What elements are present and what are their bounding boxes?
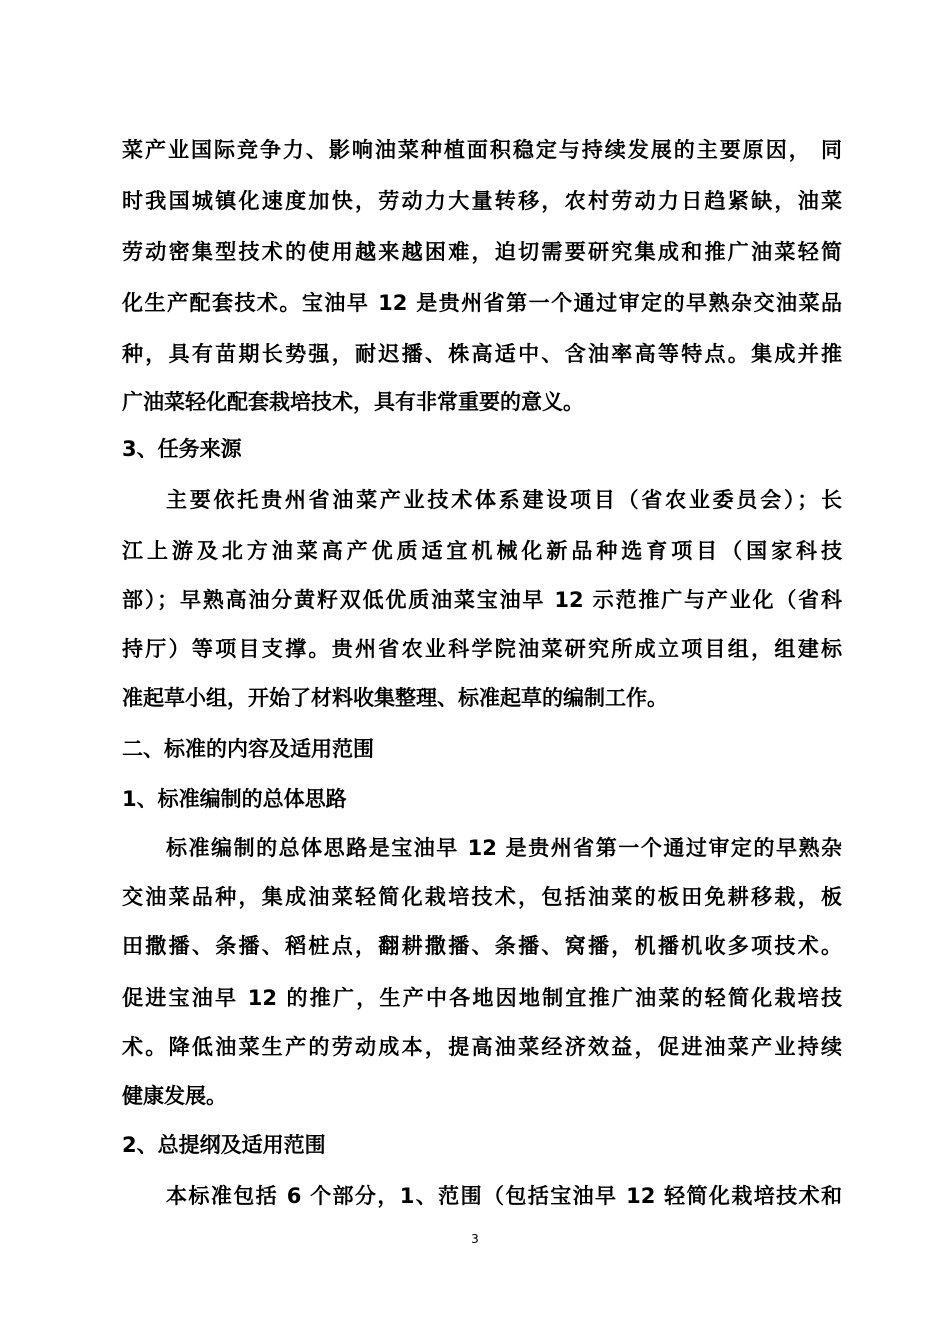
paragraph-2-line-1: 主要依托贵州省油菜产业技术体系建设项目（省农业委员会）；长 xyxy=(166,488,842,512)
paragraph-1-line-4: 化生产配套技术。宝油早 12 是贵州省第一个通过审定的早熟杂交油菜品 xyxy=(122,291,842,315)
section-heading-content-scope: 二、标准的内容及适用范围 xyxy=(122,737,374,761)
page-number: 3 xyxy=(471,1232,479,1246)
paragraph-1-line-3: 劳动密集型技术的使用越来越困难，迫切需要研究集成和推广油菜轻简 xyxy=(122,240,842,264)
section-heading-overall-approach: 1、标准编制的总体思路 xyxy=(122,787,347,811)
paragraph-1-line-2: 时我国城镇化速度加快，劳动力大量转移，农村劳动力日趋紧缺，油菜 xyxy=(122,189,842,213)
paragraph-3-line-1: 标准编制的总体思路是宝油早 12 是贵州省第一个通过审定的早熟杂 xyxy=(166,836,842,860)
paragraph-2-line-3: 部）；早熟高油分黄籽双低优质油菜宝油早 12 示范推广与产业化（省科 xyxy=(122,588,842,612)
paragraph-1-line-5: 种，具有苗期长势强，耐迟播、株高适中、含油率高等特点。集成并推 xyxy=(122,342,842,366)
section-heading-outline-scope: 2、总提纲及适用范围 xyxy=(122,1133,326,1157)
paragraph-3-line-5: 术。降低油菜生产的劳动成本，提高油菜经济效益，促进油菜产业持续 xyxy=(122,1035,842,1059)
paragraph-1-line-6: 广油菜轻化配套栽培技术，具有非常重要的意义。 xyxy=(122,390,584,414)
paragraph-4-line-1: 本标准包括 6 个部分，1、范围（包括宝油早 12 轻简化栽培技术和 xyxy=(166,1184,842,1208)
paragraph-3-line-3: 田撒播、条播、稻桩点，翻耕撒播、条播、窝播，机播机收多项技术。 xyxy=(122,934,842,958)
paragraph-3-line-4: 促进宝油早 12 的推广，生产中各地因地制宜推广油菜的轻简化栽培技 xyxy=(122,986,842,1010)
paragraph-3-line-6: 健康发展。 xyxy=(122,1084,227,1108)
paragraph-2-line-5: 准起草小组，开始了材料收集整理、标准起草的编制工作。 xyxy=(122,686,668,710)
section-heading-task-source: 3、任务来源 xyxy=(122,437,242,461)
paragraph-3-line-2: 交油菜品种，集成油菜轻简化栽培技术，包括油菜的板田免耕移栽，板 xyxy=(122,885,842,909)
paragraph-2-line-4: 持厅）等项目支撑。贵州省农业科学院油菜研究所成立项目组，组建标 xyxy=(122,637,842,661)
paragraph-1-line-1: 菜产业国际竞争力、影响油菜种植面积稳定与持续发展的主要原因， 同 xyxy=(122,138,842,162)
paragraph-2-line-2: 江上游及北方油菜高产优质适宜机械化新品种选育项目（国家科技 xyxy=(122,539,842,563)
